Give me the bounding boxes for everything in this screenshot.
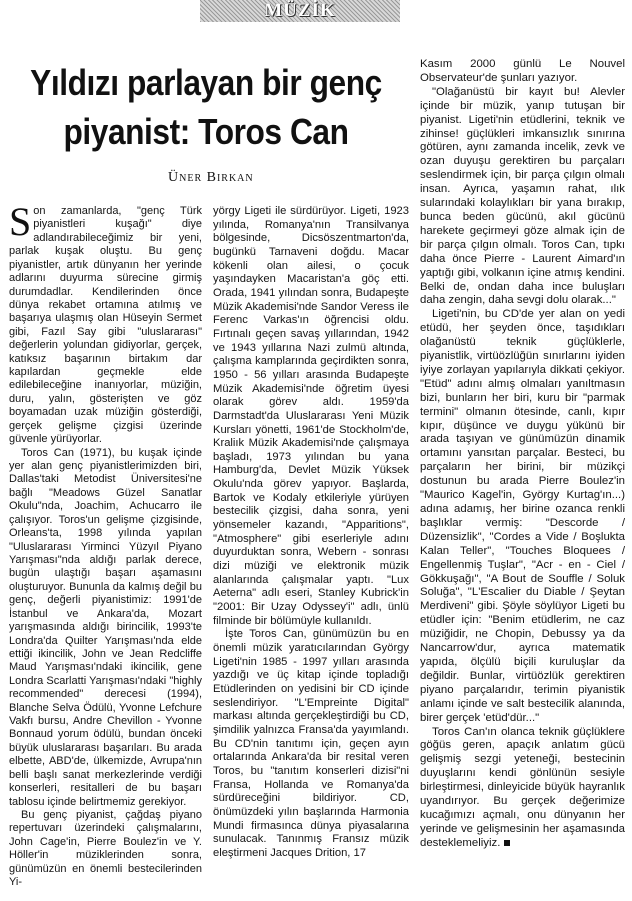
- paragraph: "Olağanüstü bir kayıt bu! Alevler içinde bir müzik, yanıp tutuşan bir piyanist. Ligeti'nin etüdlerini, teknik ve zihinse! güçlükleri imkansızlık sınırına götüren, aynı zamanda incelik, zevk ve ozan duyuşu gerektiren bu parçaları seslendirmek için, bir parça çılgın olmalı insan. Ayrıca, yaşamın rahat, ılık sularındaki kolaylıkları bir yana bırakıp, bunca beden gücünü, akıl gücünü harekete geçirmeyi göze almak için de bir parça çılgın olmalı. Toros Can, tıpkı daha önce Pierre - Laurent Aimard'ın yaptığı gibi, volkanın içine atmış kendini. Belki de, ondan daha ince buluşları daha zengin, daha sevgi dolu olarak...": [420, 85, 625, 307]
- paragraph: yörgy Ligeti ile sürdürüyor. Ligeti, 1923 yılında, Romanya'nın Transilvanya bölgesinde, Dicsöszentmarton'da, bugünkü Tarnaveni doğdu. Macar kökenli olan ailesi, o çocuk yaşındayken Macaristan'a göç etti. Orada, 1941 yılından sonra, Budapeşte Müzik Akademisi'nde Sandor Veress ile Ferenc Varkas'ın öğrencisi oldu. Fırtınalı geçen savaş yıllarından, 1942 ve 1943 yıllarına Nazi zulmü altında, çalışma kamplarında geçirdikten sonra, 1950 - 56 yılları arasında Budapeşte Müzik Akademisi'nde öğretim üyesi olarak görev aldı. 1959'da Darmstadt'da Uluslararası Yeni Müzik Kursları yönetti, 1961'de Stockholm'de, Kraliık Müzik Akademisi'nde çalışmaya başladı, 1973 yılından bu yana Hamburg'da, Devlet Müzik Yüksek Okulu'nda görev yapıyor. Başlarda, Bartok ve Kodaly etkileriyle yürüyen bestecilik çizgisi, daha sonra, yeni yönsemeler kazandı, "Apparitions", "Atmosphere" gibi eserleriyle adını duyurduktan sonra, Webern - sonrası dizi müziği ve elektronik müzik alanlarında çalışmalar yaptı. "Lux Aeterna" adlı eseri, Stanley Kubrick'in "2001: Bir Uzay Odyssey'i" adlı, ünlü filminde bir bölümüyle kullanıldı.: [213, 205, 409, 627]
- text-column-2: [213, 205, 409, 861]
- byline: Üner Birkan: [168, 170, 254, 185]
- article-title: Yıldızı parlayan bir genç piyanist: Toros Can: [30, 62, 382, 152]
- section-label: MÜZİK: [264, 0, 336, 21]
- text-column-3: [420, 58, 625, 851]
- paragraph: [420, 726, 625, 851]
- section-header: [200, 0, 400, 22]
- paragraph-text: on zamanlarda, "genç Türk piyanistleri kuşağı" diye adlandırabileceğimiz bir yeni, parlak kuşak oluştu. Bu genç piyanistler, artık dünyanın her yerinde adlarını duyurma sürecine girmiş durumdadlar. Kendilerinden önce dünya rekabet ortamına atılmış ve başarıya ulaşmış olan Hüseyin Sermet gibi, Fazıl Say gibi "uluslararası" değerlerin yolundan gidiyorlar, gerçek, katıksız başarının birtakım dar kapılardan geçmekle elde edilebileceğine inanıyorlar, müziğin, duru, yalın, gösterişten ve göz boyamadan uzak müziğin gösterdiği, gerçek gelişme çizgisi üzerinde güvenle yürüyorlar.: [9, 205, 202, 446]
- paragraph: Kasım 2000 günlü Le Nouvel Observateur'de şunları yazıyor.: [420, 58, 625, 84]
- end-of-article-icon: [504, 840, 510, 846]
- paragraph: İşte Toros Can, günümüzün bu en önemli müzik yaratıcılarından György Ligeti'nin 1985 - 1997 yılları arasında yazdığı ve üç kitap içinde topladığı Etüdlerinden on yedisini bir CD içinde seslendiriyor. "L'Empreinte Digital" markası altında gerçekleştirdiği bu CD, şimdilik yalnızca Fransa'da yayımlandı. Bu CD'nin tanıtımı için, geçen ayın ortalarında Ankara'da bir resital veren Toros, bu "tanıtım konserleri dizisi"ni Fransa, Hollanda ve Romanya'da sürdüreceğini bildiriyor. CD, önümüzdeki yılın başlarında Harmonia Mundi firmasınca dünya piyasalarına sunulacak. Tanınmış Fransız müzik eleştirmeni Jacques Drition, 17: [213, 628, 409, 859]
- paragraph-text: Toros Can'ın olanca teknik güçlüklere göğüs geren, apaçık anlatım gücü gelişmiş sezgi yeteneği, bestecinin duyuşlarını kendi gönlünün sesiyle birleştirmesi, dinleyicide büyük hayranlık uyandırıyor. Bu gerçek değerimize kucağımızı açmalı, onu dünyanın her yerinde ve gelişmesinin her aşamasında desteklemeliyiz.: [420, 725, 625, 849]
- text-column-1: [9, 199, 202, 890]
- drop-cap: S: [9, 199, 32, 244]
- paragraph: Ligeti'nin, bu CD'de yer alan on yedi etüdü, her şeyden önce, taşıdıkları olağanüstü teknik güçlüklerle, piyanistlik, virtüözlüğün sınırlarını iyiden iyiye zorlayan yapılarıyla dikkati çekiyor. "Etüd" adını almış olmaları yanıltmasın bizi, bunların her biri, kuru bir "parmak termini" olmanın ötesinde, canlı, kıpır kıpır, düşünce ve duygu yükünü bir arada taşıyan ve günümüzün dinamik ortamını yansıtan parçalar. Besteci, bu parçaların her birini, bir müzikçi dostunun bu arada Pierre Boulez'in "Maurico Kagel'in, György Kurtag'ın...) adına adamış, her birine ozanca renkli başlıklar vermiş: "Descorde / Düzensizlik", "Cordes a Vide / Boşlukta Kalan Teller", "Touches Bloquees / Engellenmiş Tuşlar", "Acr - en - Ciel / Gökkuşağı", "A Bout de Souffle / Soluk Soluğa", "L'Escalier du Diable / Şeytan Merdiveni" gibi. Şöyle söylüyor Ligeti bu etüdler için: "Benim etüdlerim, ne caz müziğidir, ne Chopin, Debussy ya da Nancarrow'dur, ayrıca matematik yapıda, ölçülü biçili kuruluşlar da değildir. Bunlar, virtüözlük gerektiren piyano parçalarıdır, terimin piyanistik anlamı içinde ve salt bestecilik alanında, birer gerçek 'etüd'dür...": [420, 308, 625, 724]
- paragraph: [9, 199, 202, 447]
- paragraph: Toros Can (1971), bu kuşak içinde yer alan genç piyanistlerimizden biri, Dallas'taki Metodist Üniversitesi'ne bağlı "Meadows Güzel Sanatlar Okulu"nda, Joachim, Achucarro ile çalışıyor. Toros'un gelişme çizgisinde, Orleans'ta, 1998 yılında yapılan "Uluslararası Yirminci Yüzyıl Piyano Yarışması"nda aldığı parlak derece, bugün ulaştığı başarı aşamasını oluşturuyor. Bununla da kalmış değil bu genç, değerli piyanistimiz: 1991'de İstanbul ve Ankara'da, Mozart yarışmasında aldığı birincilik, 1993'te Londra'da Quilter Yarışması'nda elde ettiği ikincilik, John ve Jean Redcliffe Maud Yarışması'ndaki ikincilik, gene Londra Scarlatti Yarışması'ndaki "highly recommended" derecesi (1994), Blanche Selva Ödülü, Yvonne Lefchure Vakfı bursu, Andre Chevillon - Yvonne Bonnaud yorum ödülü, bundan önceki büyük uluslararası başarıları. Bu arada elbette, ABD'de, ülkemizde, Avrupa'nın belli başlı sanat merkezlerinde verdiği konserleri, resitalleri de bu başarı tablosu içinde belirtmemiz gerekiyor.: [9, 446, 202, 808]
- paragraph: Bu genç piyanist, çağdaş piyano repertuvarı üzerindeki çalışmalarını, John Cage'in, Pierre Boulez'in ve Y. Höller'in müziklerinden sonra, günümüzün en önemli bestecilerinden Yi-: [9, 808, 202, 889]
